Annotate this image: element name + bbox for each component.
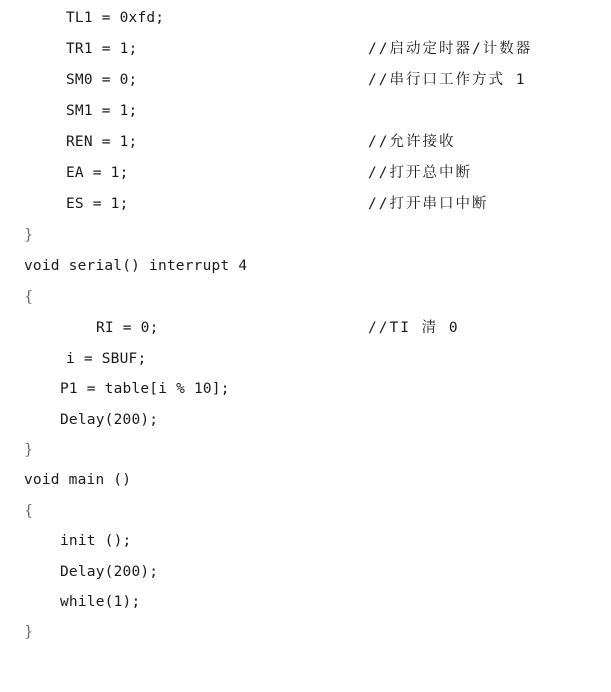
code-line bbox=[0, 590, 611, 614]
function-signature: void serial() interrupt 4 bbox=[24, 258, 248, 274]
code-line bbox=[0, 68, 611, 92]
function-signature: void main () bbox=[24, 472, 132, 488]
code-text: P1 = table[i % 10]; bbox=[60, 381, 230, 397]
code-line bbox=[0, 408, 611, 432]
code-line bbox=[0, 192, 611, 216]
code-text: Delay(200); bbox=[60, 564, 159, 580]
code-line bbox=[0, 316, 611, 340]
code-line bbox=[0, 223, 611, 247]
closing-brace: } bbox=[24, 227, 34, 243]
code-line bbox=[0, 130, 611, 154]
code-comment: //TI 清 0 bbox=[368, 320, 460, 336]
code-text: TR1 = 1; bbox=[66, 41, 138, 57]
code-text: SM1 = 1; bbox=[66, 103, 138, 119]
code-line bbox=[0, 254, 611, 278]
code-line bbox=[0, 161, 611, 185]
code-text: RI = 0; bbox=[96, 320, 159, 336]
code-line bbox=[0, 6, 611, 30]
code-text: TL1 = 0xfd; bbox=[66, 10, 165, 26]
code-line bbox=[0, 377, 611, 401]
code-line bbox=[0, 620, 611, 644]
code-line bbox=[0, 529, 611, 553]
code-line bbox=[0, 37, 611, 61]
code-text: while(1); bbox=[60, 594, 141, 610]
code-text: SM0 = 0; bbox=[66, 72, 138, 88]
code-text: ES = 1; bbox=[66, 196, 129, 212]
opening-brace: { bbox=[24, 289, 34, 305]
code-line bbox=[0, 438, 611, 462]
code-comment: //打开总中断 bbox=[368, 165, 472, 181]
code-line bbox=[0, 468, 611, 492]
code-line bbox=[0, 99, 611, 123]
code-text: i = SBUF; bbox=[66, 351, 147, 367]
code-text: Delay(200); bbox=[60, 412, 159, 428]
code-comment: //串行口工作方式 1 bbox=[368, 72, 527, 88]
code-line bbox=[0, 499, 611, 523]
closing-brace: } bbox=[24, 624, 34, 640]
code-text: REN = 1; bbox=[66, 134, 138, 150]
code-text: EA = 1; bbox=[66, 165, 129, 181]
code-text: init (); bbox=[60, 533, 132, 549]
code-comment: //启动定时器/计数器 bbox=[368, 41, 533, 57]
closing-brace: } bbox=[24, 442, 34, 458]
opening-brace: { bbox=[24, 503, 34, 519]
code-line bbox=[0, 560, 611, 584]
code-line bbox=[0, 347, 611, 371]
code-comment: //打开串口中断 bbox=[368, 196, 489, 212]
code-comment: //允许接收 bbox=[368, 134, 456, 150]
code-line bbox=[0, 285, 611, 309]
